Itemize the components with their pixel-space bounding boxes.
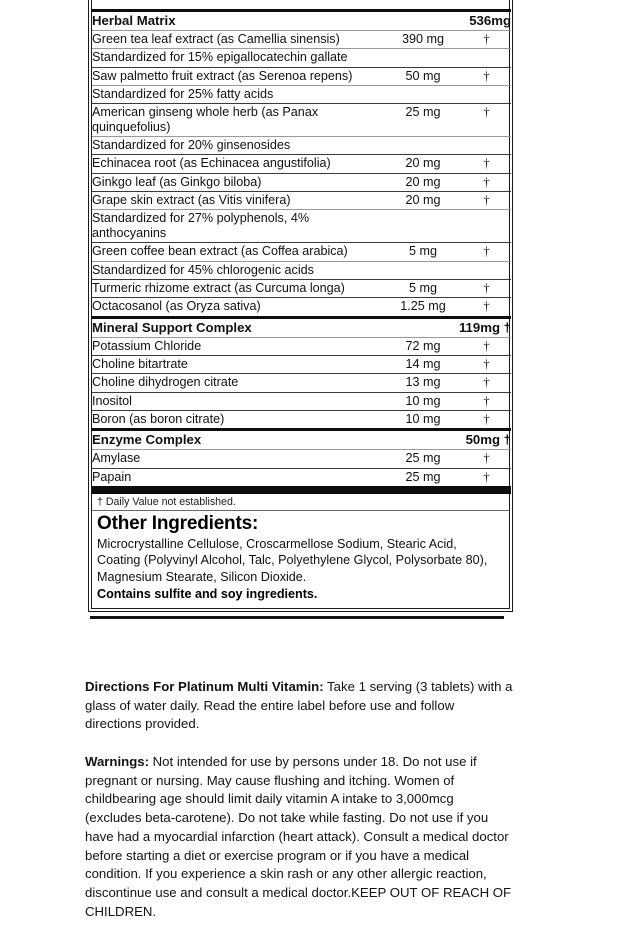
clipped-row-amount — [384, 0, 462, 3]
ingredient-name: Standardized for 27% polyphenols, 4% anthocyanins — [92, 210, 384, 243]
ingredient-name: Saw palmetto fruit extract (as Serenoa repens) — [92, 67, 384, 85]
supplement-facts-panel — [88, 0, 513, 619]
ingredient-row — [92, 355, 511, 373]
ingredient-name: Standardized for 25% fatty acids — [92, 86, 384, 104]
ingredient-row — [92, 468, 511, 486]
ingredient-daily-value: † — [462, 468, 511, 486]
ingredient-amount — [384, 210, 462, 243]
ingredient-name: Standardized for 45% chlorogenic acids — [92, 261, 384, 279]
ingredient-amount — [384, 49, 462, 67]
ingredient-row — [92, 31, 511, 49]
ingredient-amount: 13 mg — [384, 374, 462, 392]
directions-text: Take 1 serving (3 tablets) with a glass of water daily. Read the entire label before use and follow directions provided. — [85, 679, 513, 732]
group-heading-amount: 536mg — [384, 11, 511, 31]
ingredient-amount — [384, 137, 462, 155]
ingredient-amount: 10 mg — [384, 392, 462, 410]
ingredient-daily-value: † — [462, 173, 511, 191]
ingredient-daily-value — [462, 210, 511, 243]
ingredient-row — [92, 86, 511, 104]
ingredient-name: Turmeric rhizome extract (as Curcuma longa) — [92, 279, 384, 297]
ingredient-amount: 50 mg — [384, 67, 462, 85]
ingredient-row — [92, 392, 511, 410]
ingredient-daily-value: † — [462, 243, 511, 261]
daily-value-footnote: † Daily Value not established. — [92, 494, 509, 511]
warnings-section — [85, 753, 513, 922]
clipped-row-dv — [462, 0, 509, 3]
ingredient-name: Choline bitartrate — [92, 355, 384, 373]
ingredient-row — [92, 337, 511, 355]
ingredient-name: Amylase — [92, 450, 384, 468]
ingredient-row — [92, 279, 511, 297]
ingredient-daily-value: † — [462, 31, 511, 49]
ingredient-row — [92, 261, 511, 279]
warnings-label: Warnings: — [85, 754, 149, 769]
ingredient-name: Ginkgo leaf (as Ginkgo biloba) — [92, 173, 384, 191]
ingredient-amount: 25 mg — [384, 450, 462, 468]
ingredient-row — [92, 49, 511, 67]
ingredient-daily-value: † — [462, 392, 511, 410]
group-heading-name: Enzyme Complex — [92, 430, 384, 450]
ingredient-row — [92, 67, 511, 85]
ingredient-daily-value: † — [462, 155, 511, 173]
ingredient-daily-value — [462, 86, 511, 104]
ingredient-amount: 20 mg — [384, 155, 462, 173]
ingredient-row — [92, 298, 511, 317]
ingredient-name: Octacosanol (as Oryza sativa) — [92, 298, 384, 317]
warnings-text: Not intended for use by persons under 18. Do not use if pregnant or nursing. May cause flushing and itching. Women of childbearing age should limit daily vitamin A intake to 3,000mcg (excludes beta-carotene). Do not take while fasting. Do not use if you have had a myocardial infarction (heart attack). Consult a medical doctor before starting a diet or exercise program or if you have a medical condition. If you experience a skin rash or any other allergic reaction, discontinue use and consult a medical doctor.KEEP OUT OF REACH OF CHILDREN. — [85, 754, 512, 919]
ingredient-amount: 14 mg — [384, 355, 462, 373]
ingredient-daily-value: † — [462, 192, 511, 210]
ingredient-name: Echinacea root (as Echinacea angustifolia) — [92, 155, 384, 173]
group-heading-amount: 50mg † — [384, 430, 511, 450]
group-heading-amount: 119mg † — [384, 317, 511, 337]
ingredient-name: Papain — [92, 468, 384, 486]
ingredient-amount: 5 mg — [384, 243, 462, 261]
section-divider-cell — [92, 486, 511, 494]
ingredient-name: Boron (as boron citrate) — [92, 410, 384, 429]
ingredient-amount: 10 mg — [384, 410, 462, 429]
group-heading-row — [92, 11, 511, 31]
ingredient-daily-value: † — [462, 279, 511, 297]
supplement-facts-table — [92, 9, 511, 494]
clipped-top-row — [92, 0, 509, 9]
ingredient-amount: 25 mg — [384, 468, 462, 486]
ingredient-daily-value: † — [462, 298, 511, 317]
panel-inner-border — [91, 0, 510, 609]
ingredient-amount: 390 mg — [384, 31, 462, 49]
ingredient-row — [92, 173, 511, 191]
ingredient-amount: 5 mg — [384, 279, 462, 297]
ingredient-name: Standardized for 15% epigallocatechin gallate — [92, 49, 384, 67]
ingredient-row — [92, 104, 511, 137]
ingredient-row — [92, 410, 511, 429]
ingredient-daily-value — [462, 137, 511, 155]
ingredient-name: Potassium Chloride — [92, 337, 384, 355]
ingredient-amount: 25 mg — [384, 104, 462, 137]
group-heading-name: Herbal Matrix — [92, 11, 384, 31]
directions-section — [85, 678, 513, 734]
ingredient-row — [92, 137, 511, 155]
other-ingredients-title: Other Ingredients: — [97, 513, 259, 535]
ingredient-name: American ginseng whole herb (as Panax quinquefolius) — [92, 104, 384, 137]
ingredient-daily-value: † — [462, 410, 511, 429]
ingredient-daily-value: † — [462, 450, 511, 468]
ingredient-row — [92, 450, 511, 468]
ingredient-amount — [384, 261, 462, 279]
ingredient-amount: 1.25 mg — [384, 298, 462, 317]
ingredient-daily-value: † — [462, 67, 511, 85]
group-heading-row — [92, 317, 511, 337]
panel-bottom-rule — [90, 616, 504, 619]
panel-outer-border — [88, 0, 513, 612]
ingredient-amount: 20 mg — [384, 173, 462, 191]
ingredient-name: Grape skin extract (as Vitis vinifera) — [92, 192, 384, 210]
ingredient-name: Choline dihydrogen citrate — [92, 374, 384, 392]
ingredient-amount: 20 mg — [384, 192, 462, 210]
ingredient-name: Inositol — [92, 392, 384, 410]
ingredient-row — [92, 374, 511, 392]
ingredient-daily-value — [462, 49, 511, 67]
directions-label: Directions For Platinum Multi Vitamin: — [85, 679, 324, 694]
ingredient-name: Standardized for 20% ginsenosides — [92, 137, 384, 155]
ingredient-name: Green tea leaf extract (as Camellia sinensis) — [92, 31, 384, 49]
ingredient-row — [92, 210, 511, 243]
ingredient-name: Green coffee bean extract (as Coffea arabica) — [92, 243, 384, 261]
ingredient-row — [92, 155, 511, 173]
section-divider-bar — [92, 486, 511, 494]
ingredient-row — [92, 243, 511, 261]
ingredient-daily-value — [462, 261, 511, 279]
ingredient-daily-value: † — [462, 337, 511, 355]
clipped-row-name — [92, 0, 384, 3]
other-ingredients-body: Microcrystalline Cellulose, Croscarmellose Sodium, Stearic Acid, Coating (Polyvinyl Alcohol, Talc, Polyethylene Glycol, Polysorbate 80), Magnesium Stearate, Silicon Dioxide. — [97, 536, 488, 584]
ingredient-daily-value: † — [462, 374, 511, 392]
ingredient-amount — [384, 86, 462, 104]
group-heading-row — [92, 430, 511, 450]
group-heading-name: Mineral Support Complex — [92, 317, 384, 337]
other-ingredients-block — [92, 511, 509, 608]
ingredient-daily-value: † — [462, 104, 511, 137]
ingredient-daily-value: † — [462, 355, 511, 373]
ingredient-row — [92, 192, 511, 210]
contains-allergens-note: Contains sulfite and soy ingredients. — [97, 587, 318, 602]
ingredient-amount: 72 mg — [384, 337, 462, 355]
